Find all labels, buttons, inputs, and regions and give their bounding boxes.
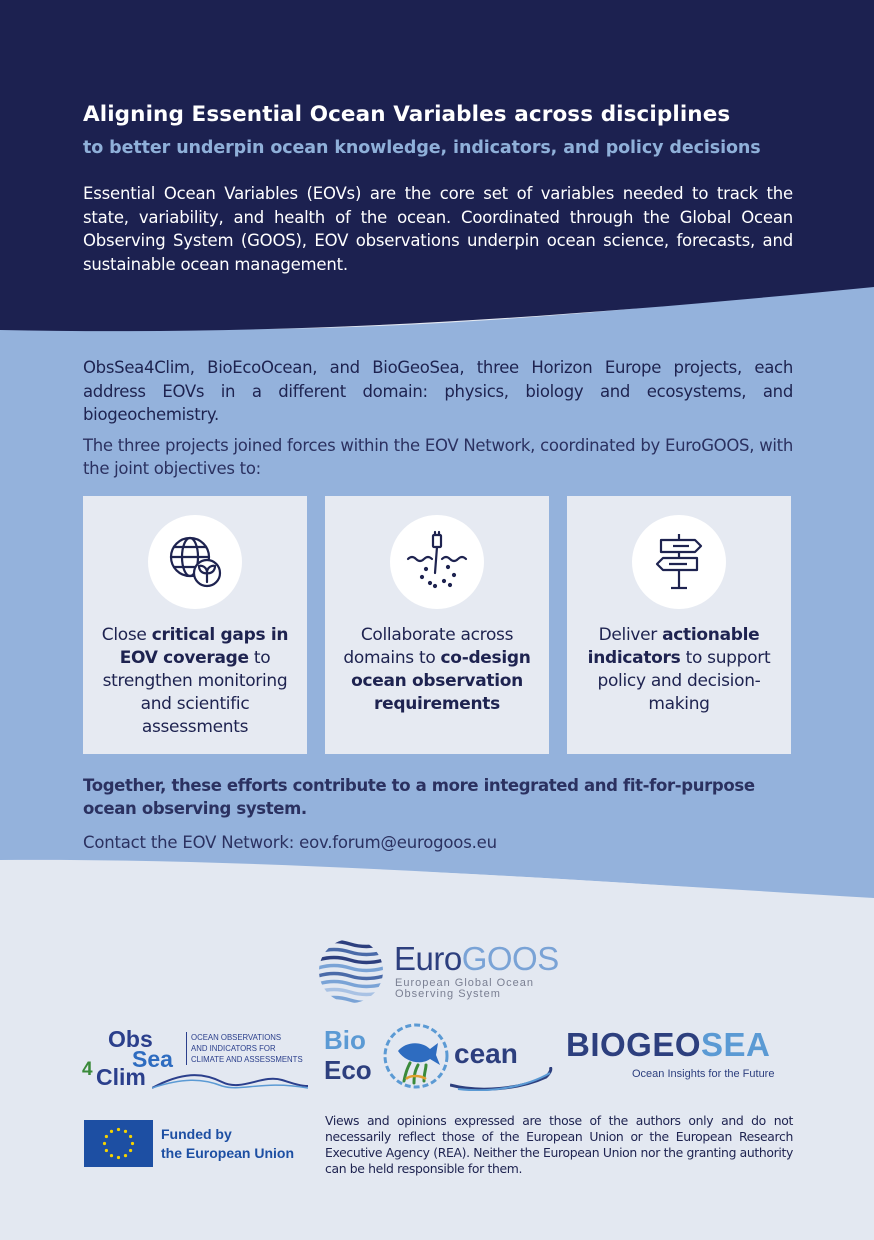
eu-line-1: Funded by (161, 1126, 232, 1142)
body-text: Collaborate across domains to (343, 625, 514, 668)
eurogoos-euro: Euro (394, 940, 462, 977)
eurogoos-tagline (395, 978, 534, 1000)
body-text: Deliver (598, 625, 663, 645)
network-paragraph: The three projects joined forces within the EOV Network, coordinated by EuroGOOS, with the joint objectives to: (83, 435, 793, 478)
obssea4clim-logo (82, 1026, 312, 1092)
eurogoos-tagline-2: Observing System (395, 988, 501, 1000)
closing-section (83, 774, 793, 854)
obssea-tagline (186, 1032, 303, 1065)
body-text: to support policy and decision-making (597, 648, 771, 714)
disclaimer-text: Views and opinions expressed are those of the authors only and do not necessarily reflect those of the European Union or the European Research Executive Agency (REA). Neither the European Union nor the granting authority can be held responsible for them. (325, 1113, 793, 1176)
eurogoos-tagline-1: European Global Ocean (395, 977, 535, 989)
four-digit: 4 (82, 1059, 93, 1080)
objective-text-indicators (569, 624, 789, 716)
obssea-tag-2: AND INDICATORS FOR (191, 1044, 276, 1053)
objective-card-indicators (567, 496, 791, 754)
biogeo-part: BIOGEO (566, 1026, 702, 1063)
header (83, 100, 793, 276)
obssea-wave-icon (152, 1070, 308, 1090)
body-text: to strengthen monitoring and scientific assessments (102, 648, 288, 737)
biogeosea-logo (566, 1028, 796, 1084)
eco-word: Eco (324, 1055, 372, 1085)
body-text: Close (101, 625, 152, 645)
objective-text-codesign (327, 624, 547, 716)
intro-paragraph: Essential Ocean Variables (EOVs) are the core set of variables needed to track the state, variability, and health of the ocean. Coordinated through the Global Ocean Observing System (GOOS), EOV observations underpin ocean science, forecasts, and sustainable ocean management. (83, 184, 793, 274)
obssea-tag-1: OCEAN OBSERVATIONS (191, 1033, 282, 1042)
bioecoocean-logo (322, 1019, 554, 1091)
signpost-icon (632, 515, 726, 609)
eurogoos-goos: GOOS (461, 940, 559, 977)
eu-funding-badge (84, 1120, 314, 1168)
ocean-sensor-icon (390, 515, 484, 609)
together-statement: Together, these efforts contribute to a more integrated and fit-for-purpose ocean observing system. (83, 776, 755, 818)
biogeosea-tagline: Ocean Insights for the Future (632, 1068, 775, 1080)
bio-word: Bio (324, 1025, 366, 1055)
biogeosea-wordmark (566, 1028, 770, 1062)
eurogoos-wordmark (394, 940, 559, 978)
eu-flag-icon (84, 1120, 153, 1167)
eu-line-2: the European Union (161, 1145, 294, 1161)
bioeco-wave-icon (450, 1067, 554, 1091)
cean-word: cean (454, 1038, 518, 1069)
eu-funding-text (161, 1125, 294, 1163)
eurogoos-logo (318, 938, 558, 1004)
emphasis-text: co-design ocean observation requirements (351, 648, 531, 714)
fish-emblem-icon (380, 1021, 452, 1091)
globe-leaf-icon (148, 515, 242, 609)
emphasis-text: critical gaps in EOV coverage (119, 625, 289, 668)
obssea-tag-3: CLIMATE AND ASSESSMENTS (191, 1055, 303, 1064)
projects-paragraph: ObsSea4Clim, BioEcoOcean, and BioGeoSea, three Horizon Europe projects, each address EOVs in a different domain: physics, biology and ecosystems, and biogeochemistry. (83, 358, 793, 424)
eurogoos-wave-icon (318, 938, 384, 1004)
emphasis-text: actionable indicators (587, 625, 760, 668)
objective-text-gaps (85, 624, 305, 739)
obs-word: Obs (108, 1026, 153, 1052)
objective-card-gaps (83, 496, 307, 754)
projects-section (83, 356, 793, 481)
page-title: Aligning Essential Ocean Variables across disciplines (83, 102, 731, 127)
contact-line[interactable]: Contact the EOV Network: eov.forum@eurogoos.eu (83, 833, 497, 852)
sea-word: Sea (132, 1046, 173, 1072)
page-subtitle: to better underpin ocean knowledge, indicators, and policy decisions (83, 138, 761, 158)
objectives-cards (83, 496, 793, 754)
clim-word: Clim (96, 1064, 146, 1090)
sea-part: SEA (701, 1026, 771, 1063)
objective-card-codesign (325, 496, 549, 754)
